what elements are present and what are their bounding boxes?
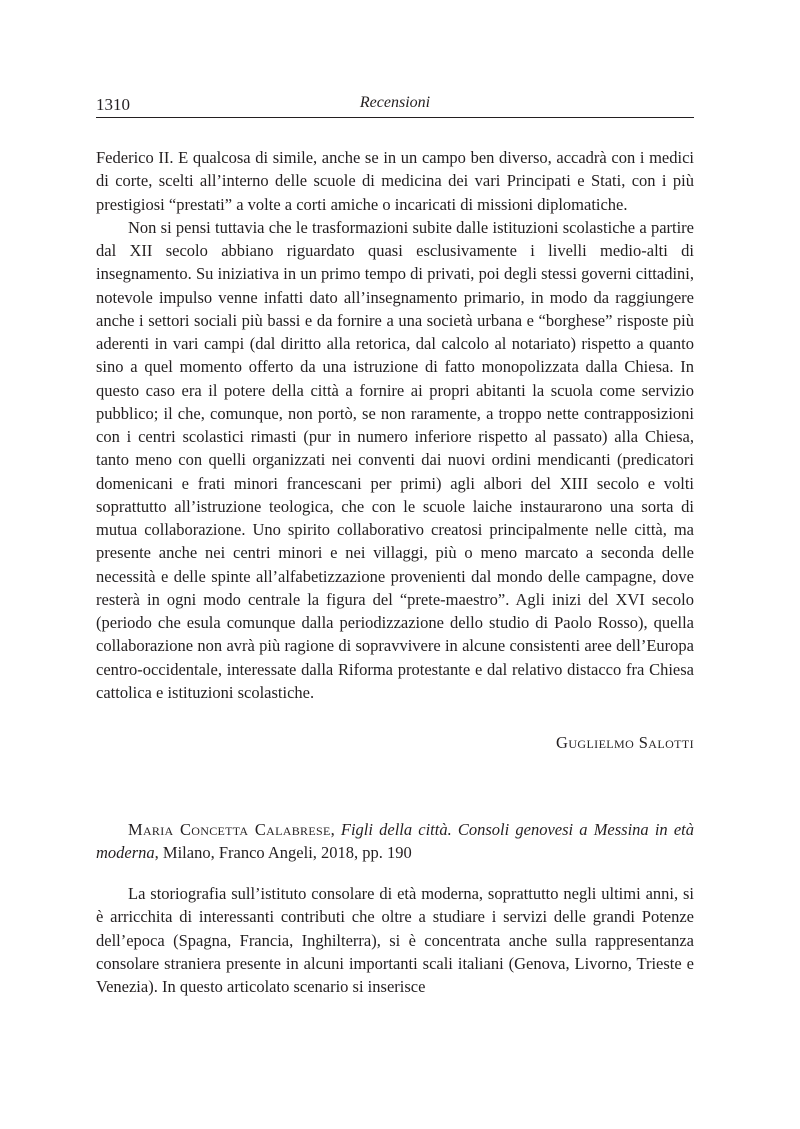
- page-number: 1310: [96, 95, 130, 114]
- review-citation: Maria Concetta Calabrese, Figli della città. Consoli genovesi a Messina in età moderna, Milano, Franco Angeli, 2018, pp. 190: [96, 820, 695, 863]
- review-body: [96, 882, 694, 998]
- body-paragraph: La storiografia sull’istituto consolare di età moderna, soprattutto negli ultimi anni, si è arricchita di interessanti contributi che oltre a studiare i servizi delle grandi Potenze dell’epoca (Spagna, Francia, Inghilterra), si è concentrata anche sulla rappresentanza consolare straniera presente in alcuni importanti scali italiani (Genova, Livorno, Trieste e Venezia). In questo articolato scenario si inserisce: [96, 884, 694, 996]
- body-paragraph: Non si pensi tuttavia che le trasformazioni subite dalle istituzioni scolastiche a partire dal XII secolo abbiano riguardato quasi esclusivamente i livelli medio-alti di insegnamento. Su iniziativa in un primo tempo di privati, poi degli stessi governi cittadini, notevole impulso venne infatti dato all’insegnamento primario, in modo da raggiungere anche i settori sociali più bassi e da fornire a una società urbana e “borghese” risposte più aderenti in vari campi (dal diritto alla retorica, dal calcolo al notariato) rispetto a quanto sino a quel momento offerto da una istruzione di fatto monopolizzata dalla Chiesa. In questo caso era il potere della città a fornire ai propri abitanti la scuola come servizio pubblico; il che, comunque, non portò, se non raramente, a troppo nette contrapposizioni con i centri scolastici rimasti (pur in numero inferiore rispetto al passato) alla Chiesa, tanto meno con quelli organizzati nei conventi dai nuovi ordini mendicanti (predicatori domenicani e frati minori francescani per primi) agli albori del XIII secolo e volti soprattutto all’istruzione teologica, che con le scuole laiche instaurarono una sorta di mutua collaborazione. Uno spirito collaborativo creatosi principalmente nelle città, ma presente anche nei centri minori e nei villaggi, più o meno marcato a seconda delle necessità e delle spinte all’alfabetizzazione provenienti dal mondo delle campagne, dove resterà in ogni modo centrale la figura del “prete-maestro”. Agli inizi del XVI secolo (periodo che esula comunque dalla periodizzazione dello studio di Paolo Rosso), quella collaborazione non avrà più ragione di sopravvivere in alcune consistenti aree dell’Europa centro-occidentale, interessate dalla Riforma protestante e dal relativo distacco fra Chiesa cattolica e istituzioni scolastiche.: [96, 217, 694, 702]
- running-title: Recensioni: [359, 94, 431, 111]
- book-author: Maria Concetta Calabrese: [128, 820, 331, 839]
- review-body-continued: [96, 146, 694, 704]
- reviewer-signature: Guglielmo Salotti: [556, 733, 694, 752]
- book-publication: , Milano, Franco Angeli, 2018, pp. 190: [154, 843, 412, 863]
- running-header: [96, 93, 694, 118]
- book-title: Figli della città. Consoli genovesi a Messina in età moderna: [96, 820, 695, 863]
- body-paragraph: Federico II. E qualcosa di simile, anche se in un campo ben diverso, accadrà con i medici di corte, scelti all’interno delle scuole di medicina dei vari Principati e Stati, con i più prestigiosi “prestati” a volte a corti amiche o incaricati di missioni diplomatiche.: [96, 148, 694, 214]
